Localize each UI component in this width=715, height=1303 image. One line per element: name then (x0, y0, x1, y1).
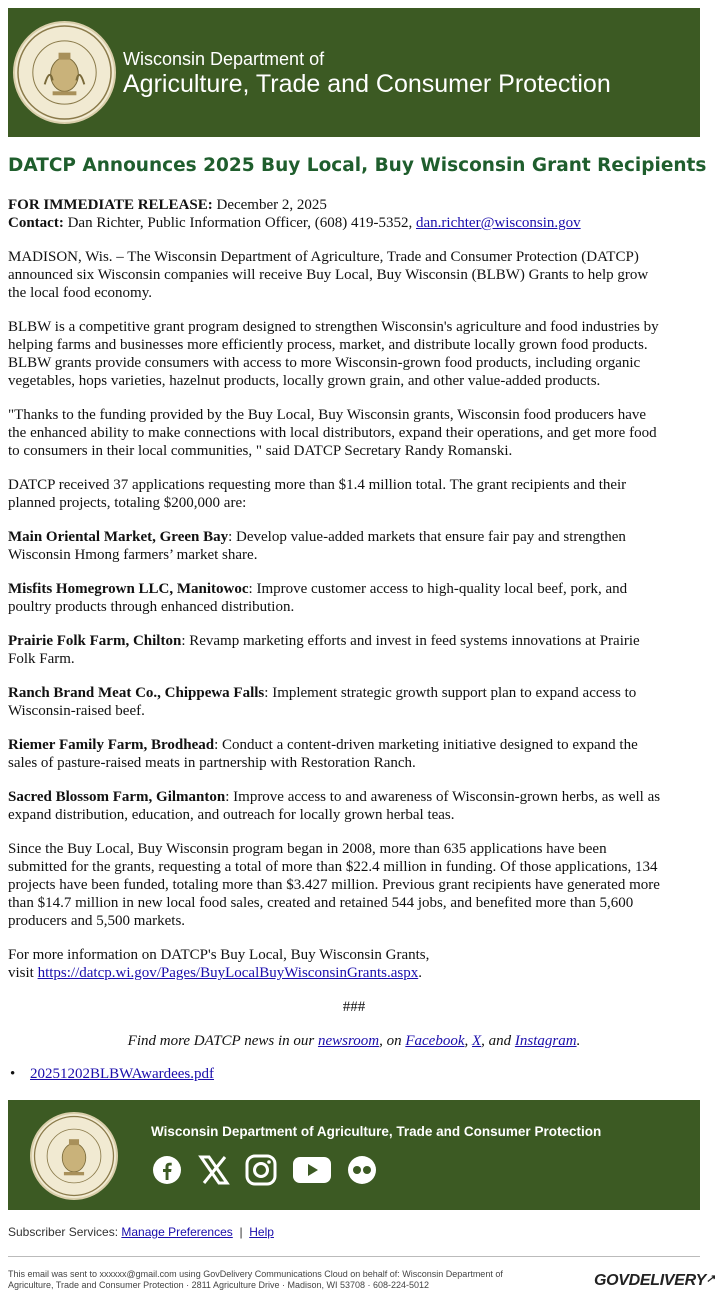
flickr-icon[interactable] (346, 1152, 378, 1188)
recipient-item (8, 736, 700, 772)
grants-page-link[interactable]: https://datcp.wi.gov/Pages/BuyLocalBuyWisconsinGrants.aspx (37, 965, 419, 981)
text-on: , on (379, 1033, 406, 1049)
text-line: the enhanced ability to make connections with local distributors, expand their operations, and get more food (8, 425, 657, 441)
attachment-pdf-link[interactable]: 20251202BLBWAwardees.pdf (30, 1066, 215, 1082)
wisconsin-seal-logo (30, 1112, 118, 1200)
footer-title: Wisconsin Department of Agriculture, Trade and Consumer Protection (151, 1124, 602, 1139)
paragraph-blbw (8, 318, 700, 390)
wisconsin-seal-logo (13, 21, 116, 124)
text-line: BLBW grants provide consumers with access to more Wisconsin-grown food products, including organic (8, 355, 641, 371)
recipient-name: Main Oriental Market, Green Bay (8, 529, 229, 545)
recipient-desc: Wisconsin Hmong farmers’ market share. (8, 547, 258, 563)
fine-print-line: Agriculture, Trade and Consumer Protection · 2811 Agriculture Drive · Madison, WI 53708 · 608-224-5012 (8, 1280, 430, 1290)
paragraph-more-info (8, 946, 700, 982)
text-line: helping farms and businesses more efficiently process, market, and distribute locally grown food products. (8, 337, 648, 353)
text-period: . (576, 1033, 581, 1049)
recipient-desc: : Improve access to and awareness of Wisconsin-grown herbs, as well as (225, 789, 661, 805)
text-line: planned projects, totaling $200,000 are: (8, 495, 247, 511)
contact-email-link[interactable]: dan.richter@wisconsin.gov (416, 215, 581, 231)
recipient-item (8, 580, 700, 616)
instagram-link[interactable]: Instagram (514, 1033, 577, 1049)
recipient-name: Ranch Brand Meat Co., Chippewa Falls (8, 685, 265, 701)
paragraph-quote (8, 406, 700, 460)
text-visit: visit (8, 965, 38, 981)
text-line: vegetables, hops varieties, hazelnut products, locally grown grain, and other value-added products. (8, 373, 601, 389)
help-link[interactable]: Help (249, 1225, 274, 1239)
contact-text: Dan Richter, Public Information Officer, (608) 419-5352, (63, 215, 417, 231)
header-banner (8, 8, 700, 137)
text-line: submitted for the grants, requesting a total of more than $22.4 million in funding. Of those applications, 134 (8, 859, 658, 875)
manage-preferences-link[interactable]: Manage Preferences (121, 1225, 233, 1239)
fine-print-line: This email was sent to xxxxxx@gmail.com using GovDelivery Communications Cloud on behalf of: Wisconsin Department of (8, 1269, 503, 1279)
recipient-item (8, 684, 700, 720)
text-line: BLBW is a competitive grant program designed to strengthen Wisconsin's agriculture and food industries by (8, 319, 659, 335)
footer-divider (8, 1256, 700, 1257)
recipient-name: Riemer Family Farm, Brodhead (8, 737, 215, 753)
recipient-desc: poultry products through enhanced distribution. (8, 599, 295, 615)
recipient-desc: sales of pasture-raised meats in partnership with Restoration Ranch. (8, 755, 416, 771)
contact-label: Contact: (8, 215, 64, 231)
attachment-list-item (30, 1066, 214, 1083)
recipient-desc: : Improve customer access to high-quality local beef, pork, and (248, 581, 628, 597)
release-label: FOR IMMEDIATE RELEASE: (8, 197, 213, 213)
text-comma: , (464, 1033, 472, 1049)
recipient-item (8, 632, 700, 668)
subscriber-label: Subscriber Services: (8, 1225, 122, 1239)
facebook-link[interactable]: Facebook (405, 1033, 465, 1049)
separator-pipe: | (232, 1225, 250, 1239)
youtube-icon[interactable] (292, 1152, 332, 1188)
footer-banner (8, 1100, 700, 1210)
x-link[interactable]: X (471, 1033, 482, 1049)
subscriber-services (8, 1225, 274, 1239)
header-line-1: Wisconsin Department of (123, 49, 325, 69)
text-line: than $14.7 million in new local food sales, created and retained 544 jobs, and benefited more than 5,600 (8, 895, 634, 911)
header-line-2: Agriculture, Trade and Consumer Protection (123, 70, 611, 98)
text-line: MADISON, Wis. – The Wisconsin Department of Agriculture, Trade and Consumer Protection (DATCP) (8, 249, 639, 265)
text-line: For more information on DATCP's Buy Local, Buy Wisconsin Grants, (8, 947, 430, 963)
text-period: . (418, 965, 422, 981)
text-and: , and (481, 1033, 515, 1049)
recipient-desc: Folk Farm. (8, 651, 75, 667)
recipient-desc: : Implement strategic growth support plan to expand access to (264, 685, 637, 701)
fine-print (8, 1269, 568, 1291)
text-line: Since the Buy Local, Buy Wisconsin program began in 2008, more than 635 applications have been (8, 841, 607, 857)
text-line: the local food economy. (8, 285, 152, 301)
recipient-desc: : Revamp marketing efforts and invest in feed systems innovations at Prairie (181, 633, 640, 649)
text-line: producers and 5,500 markets. (8, 913, 186, 929)
recipient-name: Misfits Homegrown LLC, Manitowoc (8, 581, 249, 597)
x-icon[interactable] (197, 1152, 231, 1188)
govdelivery-text: GOVDELIVERY (594, 1272, 706, 1289)
article-title: DATCP Announces 2025 Buy Local, Buy Wisconsin Grant Recipients (8, 155, 707, 176)
text-line: DATCP received 37 applications requesting more than $1.4 million total. The grant recipients and their (8, 477, 627, 493)
release-date: December 2, 2025 (212, 197, 327, 213)
facebook-icon[interactable] (151, 1152, 183, 1188)
recipient-desc: : Develop value-added markets that ensure fair pay and strengthen (228, 529, 626, 545)
text-line: announced six Wisconsin companies will receive Buy Local, Buy Wisconsin (BLBW) Grants to help grow (8, 267, 649, 283)
recipient-item (8, 788, 700, 824)
text-line: to consumers in their local communities, " said DATCP Secretary Randy Romanski. (8, 443, 513, 459)
paragraph-intro (8, 248, 700, 302)
news-links-line (8, 1032, 700, 1050)
govdelivery-mark-icon: ↗ (706, 1273, 715, 1285)
text-prefix: Find more DATCP news in our (127, 1033, 318, 1049)
paragraph-applications (8, 476, 700, 512)
newsroom-link[interactable]: newsroom (317, 1033, 380, 1049)
recipient-name: Sacred Blossom Farm, Gilmanton (8, 789, 226, 805)
recipient-name: Prairie Folk Farm, Chilton (8, 633, 182, 649)
recipient-desc: : Conduct a content-driven marketing initiative designed to expand the (214, 737, 638, 753)
paragraph-history (8, 840, 700, 930)
recipient-item (8, 528, 700, 564)
recipient-desc: expand distribution, education, and outreach for locally grown herbal teas. (8, 807, 455, 823)
text-line: "Thanks to the funding provided by the Buy Local, Buy Wisconsin grants, Wisconsin food producers have (8, 407, 647, 423)
govdelivery-logo[interactable] (594, 1272, 715, 1290)
instagram-icon[interactable] (244, 1152, 278, 1188)
text-line: projects have been funded, totaling more than $3.427 million. Previous grant recipients have generated more (8, 877, 660, 893)
separator: ### (342, 999, 366, 1015)
release-info (8, 196, 700, 232)
recipient-desc: Wisconsin-raised beef. (8, 703, 145, 719)
